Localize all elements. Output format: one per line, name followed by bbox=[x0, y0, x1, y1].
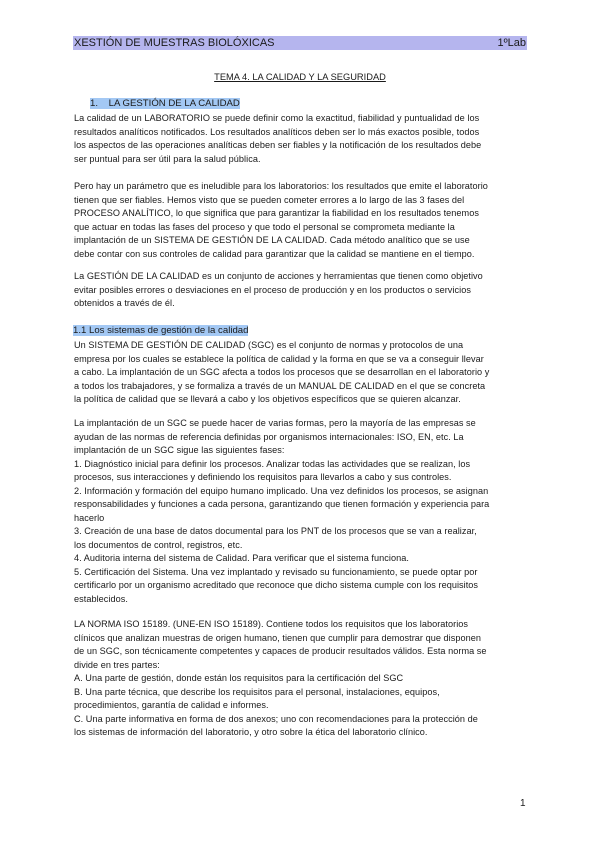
text-line: a todos los trabajadores, y se formaliza a través de un MANUAL DE CALIDAD en el que se concreta bbox=[74, 380, 486, 391]
subsection-heading bbox=[73, 325, 248, 336]
text-line: La GESTIÓN DE LA CALIDAD es un conjunto de acciones y herramientas que tienen como objetivo bbox=[74, 271, 483, 281]
paragraph bbox=[74, 112, 530, 166]
section-heading-text: 1. LA GESTIÓN DE LA CALIDAD bbox=[90, 98, 240, 109]
text-line: obtenidos a través de él. bbox=[74, 298, 175, 308]
text-line: La calidad de un LABORATORIO se puede definir como la exactitud, fiabilidad y puntualidad de los bbox=[74, 113, 480, 123]
section-heading bbox=[90, 98, 240, 109]
text-line: A. Una parte de gestión, donde están los requisitos para la certificación del SGC bbox=[74, 673, 404, 683]
text-line: clínicos que analizan muestras de origen humano, tienen que cumplir para demostrar que disponen bbox=[74, 632, 481, 643]
text-line: divide en tres partes: bbox=[74, 659, 160, 670]
text-line: La implantación de un SGC se puede hacer de varias formas, pero la mayoría de las empresas se bbox=[74, 418, 476, 428]
text-line: empresa por los cuales se establece la política de calidad y la forma en que se va a conseguir llevar bbox=[74, 353, 484, 364]
text-line: implantación de un SISTEMA DE GESTIÓN DE LA CALIDAD. Cada método analítico que se use bbox=[74, 235, 470, 245]
text-line: hacerlo bbox=[74, 512, 105, 523]
text-line: 3. Creación de una base de datos documental para los PNT de los procesos que se van a realizar, bbox=[74, 526, 477, 536]
subsection-heading-text: 1.1 Los sistemas de gestión de la calidad bbox=[73, 325, 249, 336]
text-line: resultados analíticos notificados. Los resultados analíticos deben ser lo más exactos posible, todos bbox=[74, 126, 480, 137]
page-number: 1 bbox=[520, 798, 526, 809]
text-line: C. Una parte informativa en forma de dos anexos; uno con recomendaciones para la protección de bbox=[74, 713, 478, 724]
text-line: B. Una parte técnica, que describe los requisitos para el personal, instalaciones, equipos, bbox=[74, 686, 440, 697]
text-line: Pero hay un parámetro que es ineludible para los laboratorios: los resultados que emite el laboratorio bbox=[74, 181, 488, 191]
text-line: 1. Diagnóstico inicial para definir los procesos. Analizar todas las actividades que se realizan, los bbox=[74, 458, 471, 469]
text-line: evitar posibles errores o desviaciones en el proceso de producción y en los productos o servicios bbox=[74, 284, 471, 295]
page-title: TEMA 4. LA CALIDAD Y LA SEGURIDAD bbox=[214, 72, 386, 82]
text-line: 5. Certificación del Sistema. Una vez implantado y revisado su funcionamiento, se puede optar por bbox=[74, 566, 478, 577]
text-line: que actuar en todas las fases del proceso y que todo el personal se comprometa mediante la bbox=[74, 221, 455, 232]
text-line: de un SGC, son técnicamente competentes y capaces de producir resultados válidos. Esta norma se bbox=[74, 646, 487, 656]
text-line: procesos, sus interacciones y definiendo los requisitos para llevarlos a cabo y sus controles. bbox=[74, 472, 452, 482]
text-line: los aspectos de las operaciones analíticas deben ser fiables y la notificación de los resultados debe bbox=[74, 140, 482, 150]
paragraph bbox=[74, 339, 530, 407]
text-line: Un SISTEMA DE GESTIÓN DE CALIDAD (SGC) es el conjunto de normas y protocolos de una bbox=[74, 340, 464, 350]
running-header bbox=[73, 36, 527, 50]
text-line: PROCESO ANALÍTICO, lo que significa que para garantizar la fiabilidad en los resultados tenemos bbox=[74, 208, 479, 218]
text-line: los sistemas de información del laboratorio, y otro sobre la ética del laboratorio clínico. bbox=[74, 727, 428, 737]
text-line: LA NORMA ISO 15189. (UNE-EN ISO 15189). Contiene todos los requisitos que los laboratorios bbox=[74, 619, 469, 629]
paragraph bbox=[74, 618, 530, 740]
text-line: implantación de un SGC sigue las siguientes fases: bbox=[74, 445, 285, 455]
text-line: procedimientos, garantía de calidad e informes. bbox=[74, 700, 269, 710]
text-line: debe contar con sus controles de calidad para garantizar que la calidad se mantiene en el tiempo. bbox=[74, 248, 475, 259]
text-line: ayudan de las normas de referencia definidas por organismos internacionales: ISO, EN, etc. La bbox=[74, 431, 464, 442]
text-line: los documentos de control, registros, etc. bbox=[74, 539, 243, 550]
header-course-title: XESTIÓN DE MUESTRAS BIOLÓXICAS bbox=[74, 37, 275, 49]
paragraph bbox=[74, 180, 530, 261]
header-group: 1ºLab bbox=[497, 37, 526, 49]
text-line: establecidos. bbox=[74, 593, 128, 604]
paragraph bbox=[74, 417, 530, 606]
text-line: a cabo. La implantación de un SGC afecta a todos los procesos que se desarrollan en el laboratorio y bbox=[74, 367, 490, 377]
paragraph bbox=[74, 270, 530, 311]
text-line: ser puntual para ser útil para la salud pública. bbox=[74, 153, 261, 164]
text-line: responsabilidades y funciones a cada persona, garantizando que tienen formación y experiencia para bbox=[74, 499, 490, 509]
text-line: 4. Auditoria interna del sistema de Calidad. Para verificar que el sistema funciona. bbox=[74, 553, 409, 563]
text-line: la política de calidad que se llevará a cabo y los objetivos específicos que se quieren alcanzar. bbox=[74, 394, 461, 404]
text-line: certificarlo por un organismo acreditado que reconoce que dicho sistema cumple con los requisitos bbox=[74, 580, 479, 590]
text-line: 2. Información y formación del equipo humano implicado. Una vez definidos los procesos, se asignan bbox=[74, 485, 489, 496]
text-line: tienen que ser fiables. Hemos visto que se pueden cometer errores a lo largo de las 3 fases del bbox=[74, 194, 465, 205]
